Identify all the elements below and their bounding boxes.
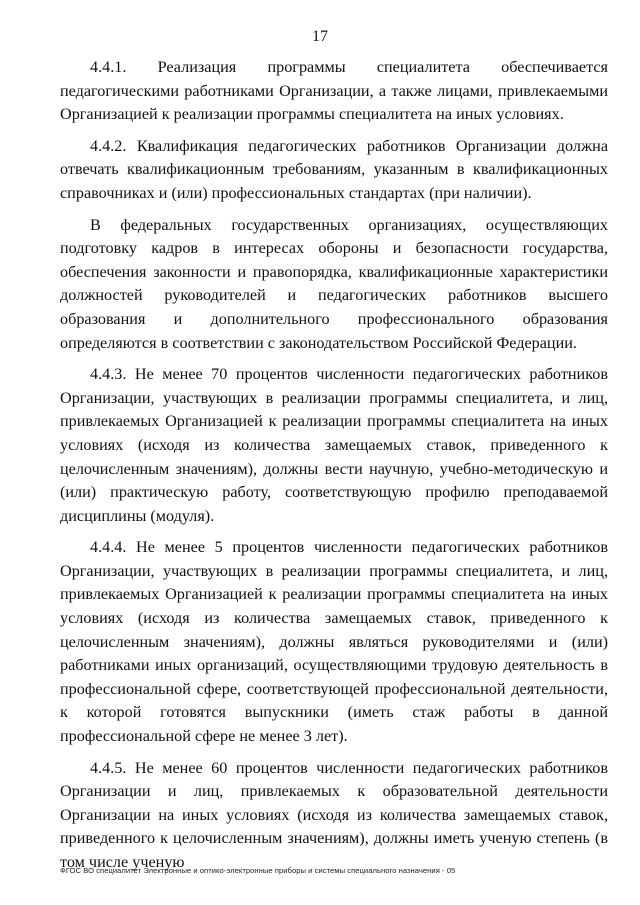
page-number: 17: [312, 28, 328, 45]
paragraph-federal-organizations: В федеральных государственных организациях, осуществляющих подготовку кадров в интересах обороны и безопасности государства, обеспечения законности и правопорядка, квалификационные характеристики должностей руководителей и педагогических работников высшего образования и дополнительного профессионального образования определяются в соответствии с законодательством Российской Федерации.: [60, 215, 608, 352]
page-footer: ФГОС ВО специалитет Электронные и оптико-электронные приборы и системы специального назначения - 05: [60, 866, 456, 875]
document-body: [60, 56, 608, 875]
paragraph-4-4-2: 4.4.2. Квалификация педагогических работников Организации должна отвечать квалификационным требованиям, указанным в квалификационных справочниках и (или) профессиональных стандартах (при наличии).: [60, 136, 608, 202]
paragraph-4-4-3: 4.4.3. Не менее 70 процентов численности педагогических работников Организации, участвующих в реализации программы специалитета, и лиц, привлекаемых Организацией к реализации программы специалитета на иных условиях (исходя из количества замещаемых ставок, приведенного к целочисленным значениям), должны вести научную, учебно-методическую и (или) практическую работу, соответствующую профилю преподаваемой дисциплины (модуля).: [60, 365, 608, 525]
paragraph-4-4-1: 4.4.1. Реализация программы специалитета обеспечивается педагогическими работниками Организации, а также лицами, привлекаемыми Организацией к реализации программы специалитета на иных условиях.: [60, 58, 608, 124]
paragraph-4-4-5: 4.4.5. Не менее 60 процентов численности педагогических работников Организации и лиц, привлекаемых к образовательной деятельности Организации на иных условиях (исходя из количества замещаемых ставок, приведенного к целочисленным значениям), должны иметь ученую степень (в том числе ученую: [60, 758, 608, 871]
paragraph-4-4-4: 4.4.4. Не менее 5 процентов численности педагогических работников Организации, участвующих в реализации программы специалитета, и лиц, привлекаемых Организацией к реализации программы специалитета на иных условиях (исходя из количества замещаемых ставок, приведенного к целочисленным значениям), должны являться руководителями и (или) работниками иных организаций, осуществляющими трудовую деятельность в профессиональной сфере, соответствующей профессиональной деятельности, к которой готовятся выпускники (иметь стаж работы в данной профессиональной сфере не менее 3 лет).: [60, 538, 608, 746]
